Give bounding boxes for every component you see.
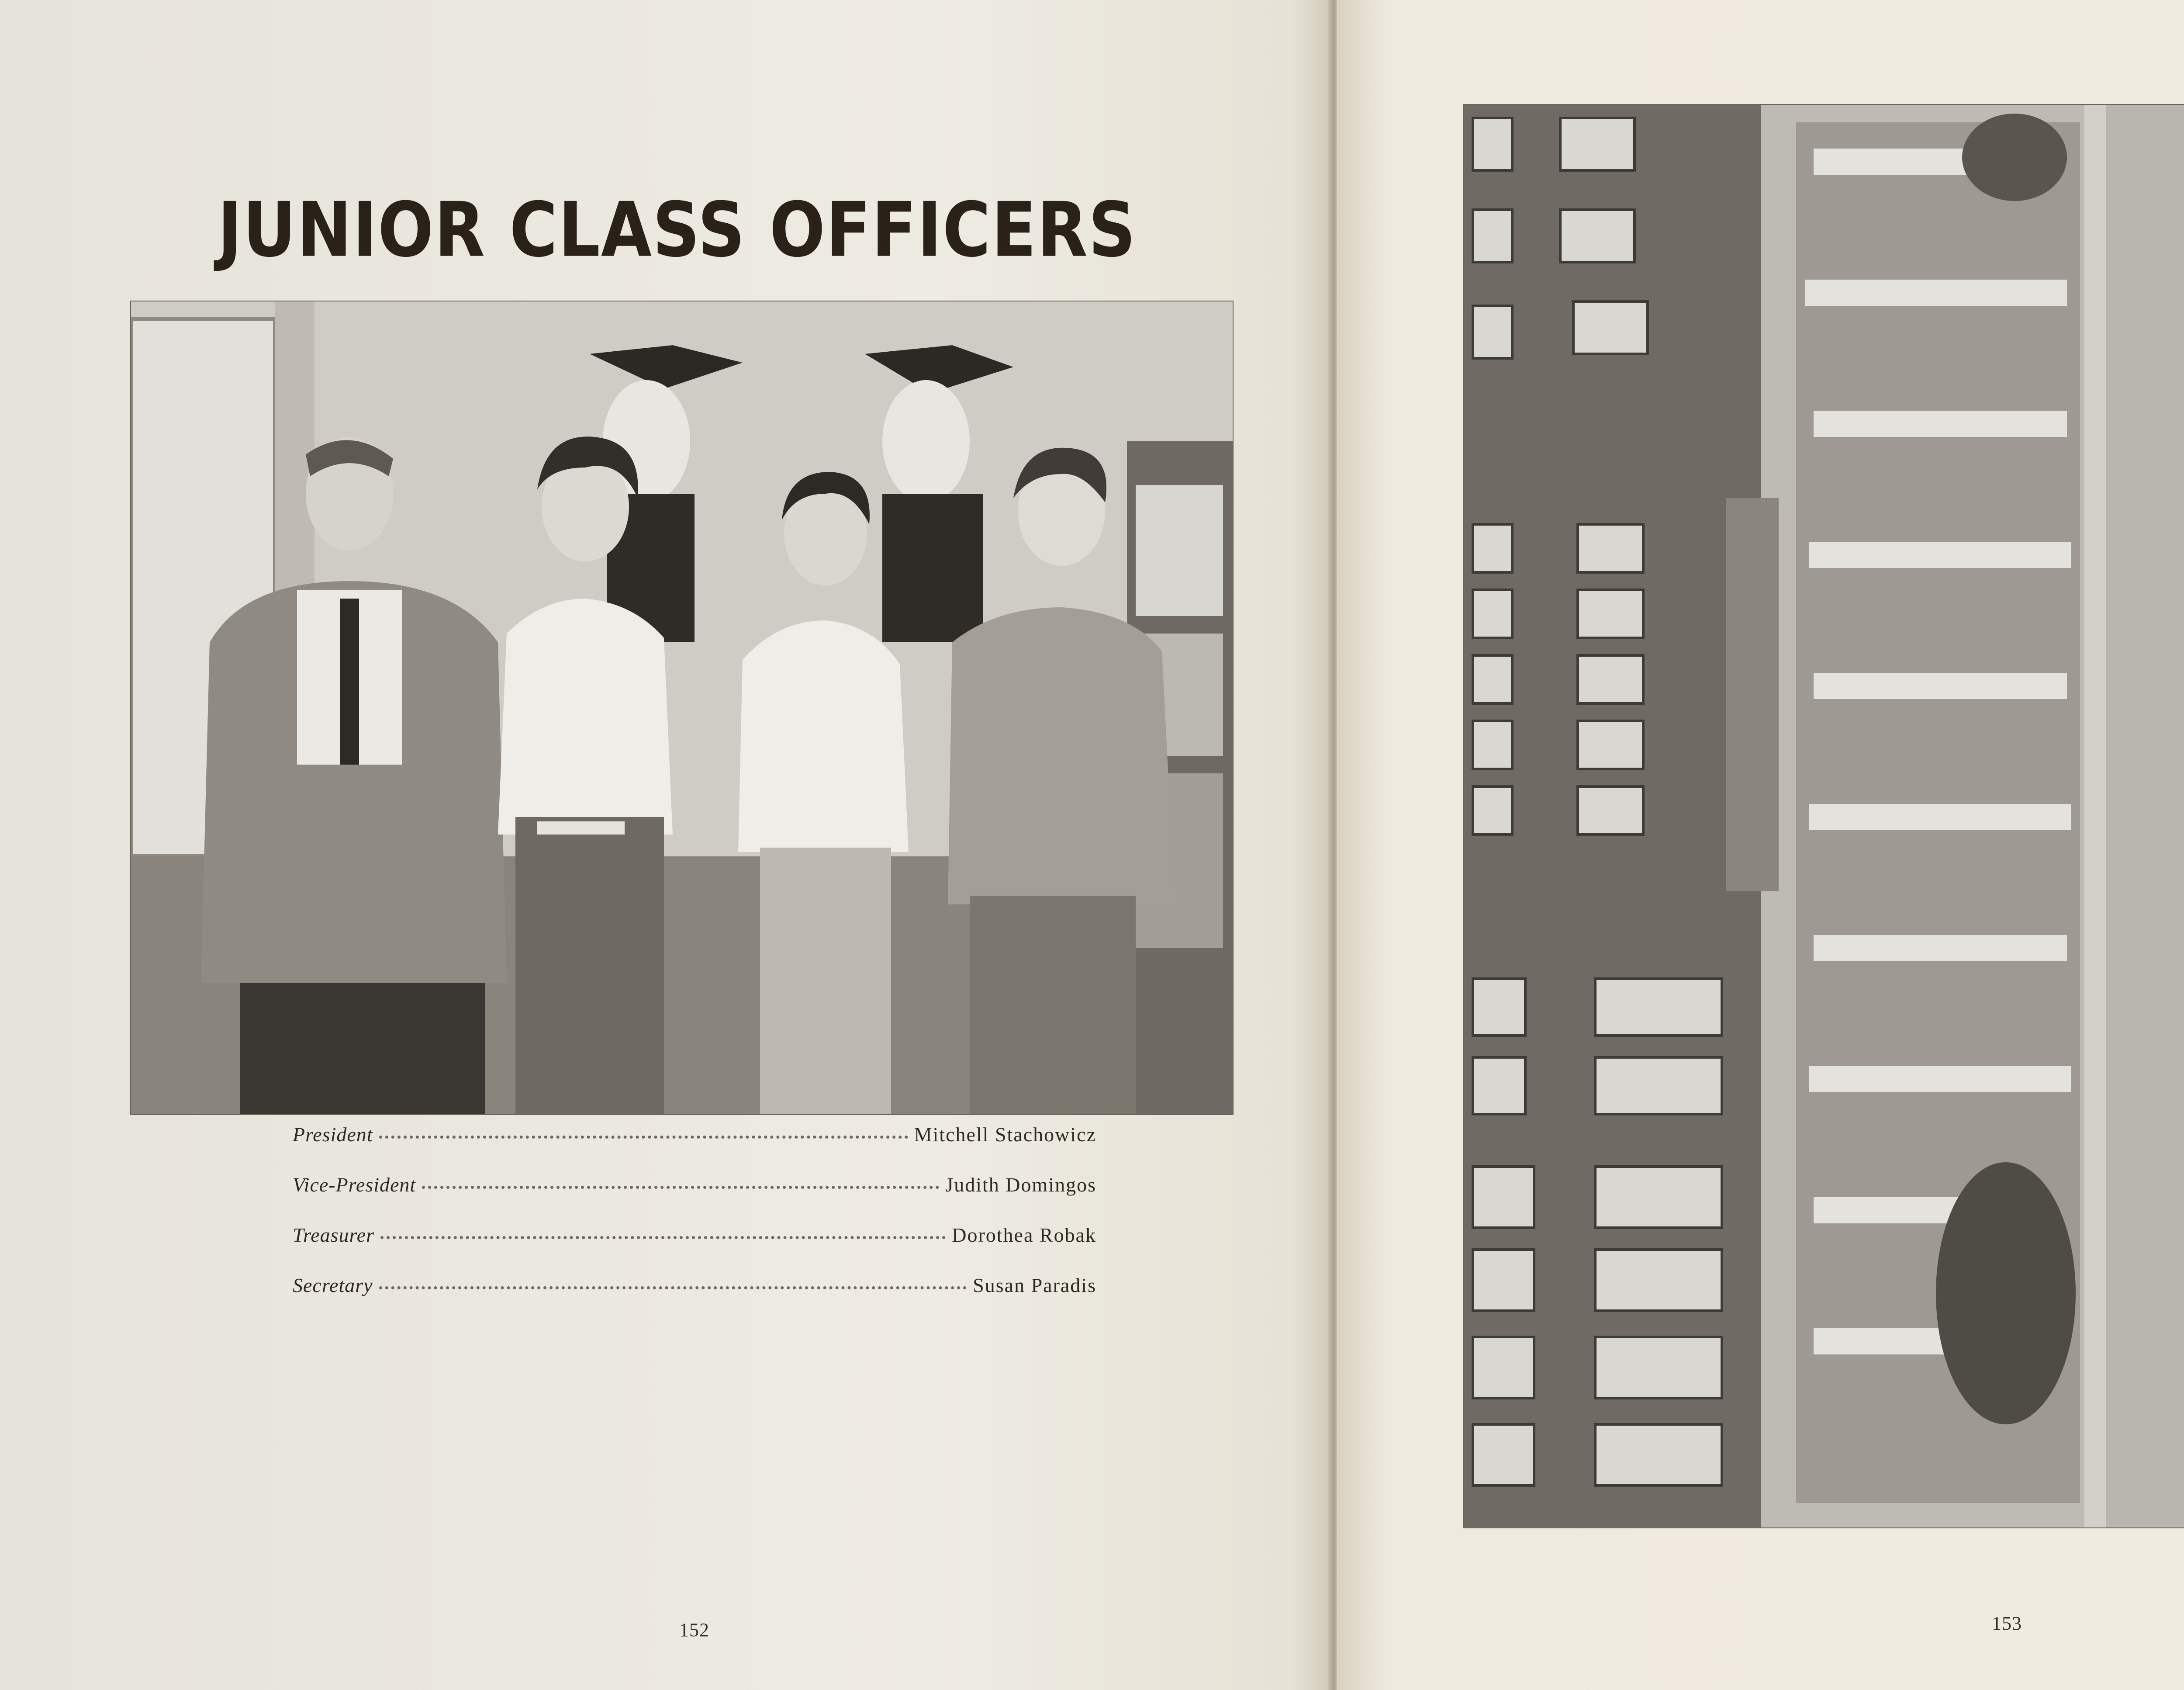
officers-list	[293, 1123, 1096, 1324]
page-title: JUNIOR CLASS OFFICERS	[218, 186, 1137, 274]
class-group-photo	[1463, 104, 2184, 1528]
right-page	[1337, 0, 2184, 1690]
officer-row-treasurer	[293, 1223, 1096, 1274]
officer-role: Vice-President	[293, 1174, 416, 1196]
officer-name: Judith Domingos	[945, 1174, 1096, 1196]
dot-leader	[379, 1286, 967, 1289]
officer-row-president	[293, 1123, 1096, 1173]
officer-name: Dorothea Robak	[952, 1224, 1096, 1246]
officers-photo	[130, 301, 1234, 1115]
page-number: 153	[1992, 1613, 2022, 1634]
page-number: 152	[679, 1619, 709, 1641]
officer-role: President	[293, 1123, 373, 1146]
officer-role: Treasurer	[293, 1224, 375, 1246]
officer-row-secretary	[293, 1274, 1096, 1324]
dot-leader	[380, 1236, 946, 1239]
dot-leader	[422, 1186, 939, 1189]
officer-row-vice-president	[293, 1173, 1096, 1223]
dot-leader	[379, 1136, 908, 1139]
officer-name: Mitchell Stachowicz	[914, 1123, 1096, 1146]
officer-name: Susan Paradis	[973, 1274, 1096, 1296]
officer-role: Secretary	[293, 1274, 373, 1296]
